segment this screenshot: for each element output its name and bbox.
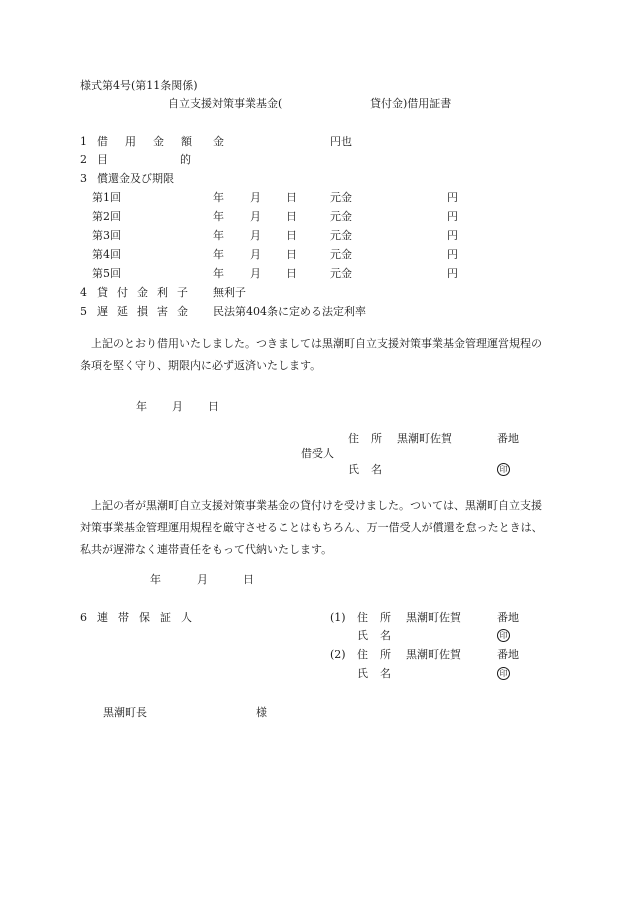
address-label-char: 住: [357, 611, 368, 624]
year-label: 年: [213, 267, 224, 280]
item-label-char: 目: [97, 153, 108, 166]
day-label: 日: [208, 400, 219, 413]
amount-prefix: 金: [213, 135, 224, 148]
item-label-char: 保: [139, 611, 150, 624]
seal-stamp-icon: 印: [497, 463, 510, 476]
guarantor-address: 黒潮町佐賀: [406, 611, 461, 624]
item-label-char: 損: [137, 305, 148, 318]
item-label: 償還金及び期限: [97, 172, 174, 185]
item-label-char: 利: [157, 286, 168, 299]
month-label: 月: [250, 210, 261, 223]
address-label-char: 住: [357, 648, 368, 661]
guarantor-index: (2): [330, 648, 346, 661]
yen-label: 円: [447, 267, 458, 280]
principal-label: 元金: [330, 248, 352, 261]
document-title-right: 貸付金)借用証書: [370, 97, 452, 110]
item-number: 6: [80, 611, 87, 624]
document-title-left: 自立支援対策事業基金(: [168, 97, 283, 110]
item-label-char: 金: [153, 135, 164, 148]
item-label-char: 借: [97, 135, 108, 148]
day-label: 日: [286, 248, 297, 261]
month-label: 月: [197, 573, 208, 586]
item-label-char: 遅: [97, 305, 108, 318]
addressee-name: 黒潮町長: [103, 706, 147, 719]
installment-label: 第5回: [92, 267, 121, 280]
item-label-char: 帯: [118, 611, 129, 624]
year-label: 年: [136, 400, 147, 413]
address-suffix: 番地: [497, 611, 519, 624]
day-label: 日: [286, 267, 297, 280]
installment-label: 第4回: [92, 248, 121, 261]
principal-label: 元金: [330, 210, 352, 223]
item-label-char: 延: [117, 305, 128, 318]
name-label-char: 氏: [357, 667, 368, 680]
amount-suffix: 円也: [330, 135, 352, 148]
name-label-char: 名: [371, 463, 382, 476]
item-label-char: 額: [181, 135, 192, 148]
principal-label: 元金: [330, 267, 352, 280]
address-suffix: 番地: [497, 432, 519, 445]
address-label-char: 所: [371, 432, 382, 445]
guarantor-address: 黒潮町佐賀: [406, 648, 461, 661]
year-label: 年: [213, 191, 224, 204]
item-label-char: 連: [97, 611, 108, 624]
name-label-char: 名: [380, 629, 391, 642]
late-damages-value: 民法第404条に定める法定利率: [213, 305, 366, 318]
yen-label: 円: [447, 229, 458, 242]
item-number: 3: [80, 172, 87, 185]
yen-label: 円: [447, 191, 458, 204]
item-label-char: 付: [117, 286, 128, 299]
seal-stamp-icon: 印: [497, 629, 510, 642]
item-label-char: 貸: [97, 286, 108, 299]
guarantor-statement: 上記の者が黒潮町自立支援対策事業基金の貸付けを受けました。ついては、黒潮町自立支援対策事業基金管理運用規程を厳守させることはもちろん、万一借受人が償還を怠ったときは、私共が遅滞なく連帯責任をもって代納いたします。: [80, 499, 543, 556]
month-label: 月: [250, 191, 261, 204]
borrower-statement: 上記のとおり借用いたしました。つきましては黒潮町自立支援対策事業基金管理運営規程の条項を堅く守り、期限内に必ず返済いたします。: [80, 337, 542, 372]
interest-value: 無利子: [213, 286, 246, 299]
name-label-char: 氏: [348, 463, 359, 476]
principal-label: 元金: [330, 229, 352, 242]
item-label-char: 金: [137, 286, 148, 299]
seal-stamp-icon: 印: [497, 667, 510, 680]
day-label: 日: [286, 210, 297, 223]
installment-label: 第2回: [92, 210, 121, 223]
day-label: 日: [243, 573, 254, 586]
address-suffix: 番地: [497, 648, 519, 661]
year-label: 年: [213, 229, 224, 242]
item-label-char: 的: [180, 153, 191, 166]
item-number: 4: [80, 286, 87, 299]
month-label: 月: [172, 400, 183, 413]
month-label: 月: [250, 229, 261, 242]
form-number: 様式第4号(第11条関係): [80, 79, 198, 92]
name-label-char: 氏: [357, 629, 368, 642]
yen-label: 円: [447, 210, 458, 223]
item-number: 2: [80, 153, 87, 166]
principal-label: 元金: [330, 191, 352, 204]
year-label: 年: [150, 573, 161, 586]
year-label: 年: [213, 248, 224, 261]
day-label: 日: [286, 191, 297, 204]
installment-label: 第3回: [92, 229, 121, 242]
name-label-char: 名: [380, 667, 391, 680]
addressee-honorific: 様: [256, 706, 267, 719]
item-label-char: 用: [125, 135, 136, 148]
item-label-char: 人: [181, 611, 192, 624]
borrower-role-label: 借受人: [301, 447, 334, 460]
item-number: 1: [80, 135, 87, 148]
guarantor-index: (1): [330, 611, 346, 624]
month-label: 月: [250, 267, 261, 280]
item-label-char: 金: [177, 305, 188, 318]
item-number: 5: [80, 305, 87, 318]
day-label: 日: [286, 229, 297, 242]
address-label-char: 所: [380, 648, 391, 661]
yen-label: 円: [447, 248, 458, 261]
address-label-char: 住: [348, 432, 359, 445]
installment-label: 第1回: [92, 191, 121, 204]
year-label: 年: [213, 210, 224, 223]
address-label-char: 所: [380, 611, 391, 624]
item-label-char: 子: [177, 286, 188, 299]
item-label-char: 害: [157, 305, 168, 318]
month-label: 月: [250, 248, 261, 261]
item-label-char: 証: [160, 611, 171, 624]
borrower-address: 黒潮町佐賀: [397, 432, 452, 445]
